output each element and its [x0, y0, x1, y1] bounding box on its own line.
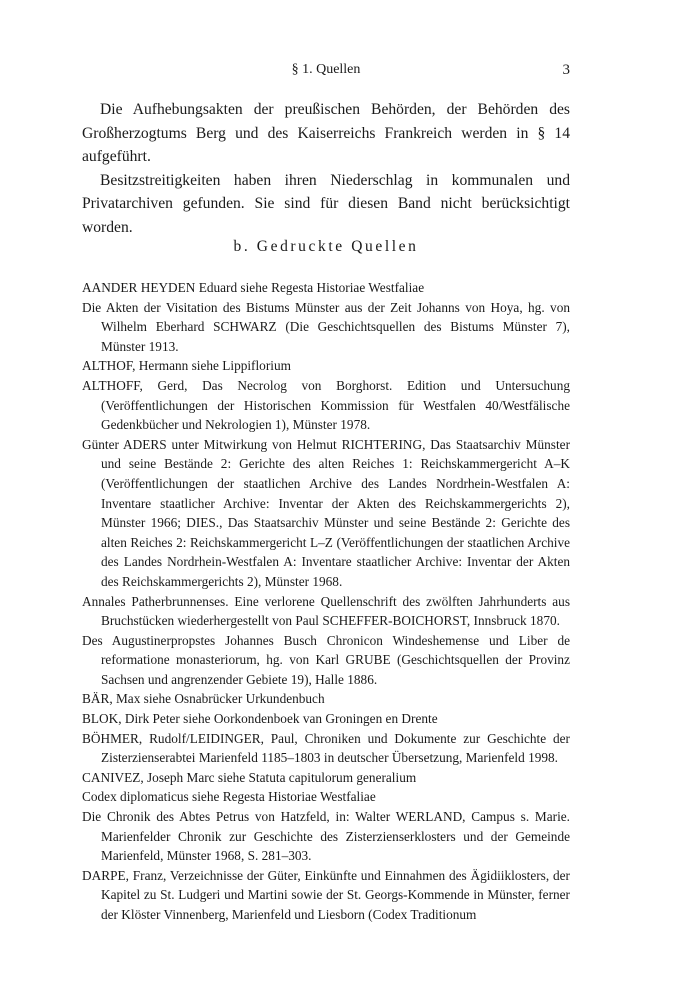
bibliography-entry: CANIVEZ, Joseph Marc siehe Statuta capitulorum generalium	[82, 769, 417, 785]
bibliography-entry: Die Akten der Visitation des Bistums Münster aus der Zeit Johanns von Hoya, hg. von Wilhelm Eberhard SCHWARZ (Die Geschichtsquellen des Bistums Münster 7), Münster 1913.	[82, 299, 570, 354]
bibliography-entry: AANDER HEYDEN Eduard siehe Regesta Historiae Westfaliae	[82, 280, 425, 295]
page-header	[82, 62, 570, 82]
bibliography-entry: BÖHMER, Rudolf/LEIDINGER, Paul, Chroniken und Dokumente zur Geschichte der Zisterzienserabtei Marienfeld 1185–1803 in deutscher Übersetzung, Marienfeld 1998.	[82, 730, 570, 766]
bibliography-entry: BLOK, Dirk Peter siehe Oorkondenboek van Groningen en Drente	[82, 711, 438, 727]
bibliography-entry: Des Augustinerpropstes Johannes Busch Chronicon Windeshemense und Liber de reformatione monasteriorum, hg. von Karl GRUBE (Geschichtsquellen der Provinz Sachsen und angrenzender Gebiete 19), Halle 1886.	[82, 632, 570, 687]
bibliography-entry: Codex diplomaticus siehe Regesta Historiae Westfaliae	[82, 789, 376, 805]
bibliography-entry: Annales Patherbrunnenses. Eine verlorene Quellenschrift des zwölften Jahrhunderts aus Bruchstücken wiederhergestellt von Paul SCHEFFER-BOICHORST, Innsbruck 1870.	[82, 593, 570, 629]
page-number: 3	[562, 62, 570, 78]
bibliography-list	[82, 278, 570, 925]
bibliography-entry: ALTHOFF, Gerd, Das Necrolog von Borghorst. Edition und Untersuchung (Veröffentlichungen der Historischen Kommission für Westfalen 40/Westfälische Gedenkbücher und Nekrologien 1), Münster 1978.	[82, 377, 570, 433]
running-title: § 1. Quellen	[291, 62, 361, 77]
bibliography-entry: DARPE, Franz, Verzeichnisse der Güter, Einkünfte und Einnahmen des Ägidiiklosters, der Kapitel zu St. Ludgeri und Martini sowie der St. Georgs-Kommende in Münster, ferner der Klöster Vinnenberg, Marienfeld und Liesborn (Codex Traditionum	[82, 867, 570, 922]
bibliography-entry: BÄR, Max siehe Osnabrücker Urkundenbuch	[82, 691, 325, 707]
intro-paragraph: Die Aufhebungsakten der preußischen Behörden, der Behörden des Großherzogtums Berg und des Kaiserreichs Frankreich werden in § 14 aufgeführt.	[82, 101, 570, 165]
bibliography-entry: ALTHOF, Hermann siehe Lippiflorium	[82, 358, 291, 374]
intro-paragraph: Besitzstreitigkeiten haben ihren Niederschlag in kommunalen und Privatarchiven gefunden. Sie sind für diesen Band nicht berücksichtigt worden.	[82, 171, 570, 236]
intro-text	[82, 98, 570, 239]
bibliography-entry: Günter ADERS unter Mitwirkung von Helmut RICHTERING, Das Staatsarchiv Münster und seine Bestände 2: Gerichte des alten Reiches 1: Reichskammergericht A–K (Veröffentlichungen der staatlichen Archive des Landes Nordrhein-Westfalen A: Inventare staatlicher Archive: Inventar der Akten des Reichskammergerichts 2), Münster 1966; DIES., Das Staatsarchiv Münster und seine Bestände 2: Gerichte des alten Reiches 2: Reichskammergericht L–Z (Veröffentlichungen der staatlichen Archive des Landes Nordrhein-Westfalen A: Inventare staatlicher Archive: Inventar der Akten des Reichskammergerichts 2), Münster 1968.	[82, 436, 570, 589]
bibliography-entry: Die Chronik des Abtes Petrus von Hatzfeld, in: Walter WERLAND, Campus s. Marie. Marienfelder Chronik zur Geschichte des Zisterzienserklosters und der Gemeinde Marienfeld, Münster 1968, S. 281–303.	[82, 809, 570, 864]
section-heading: b. Gedruckte Quellen	[233, 238, 419, 255]
